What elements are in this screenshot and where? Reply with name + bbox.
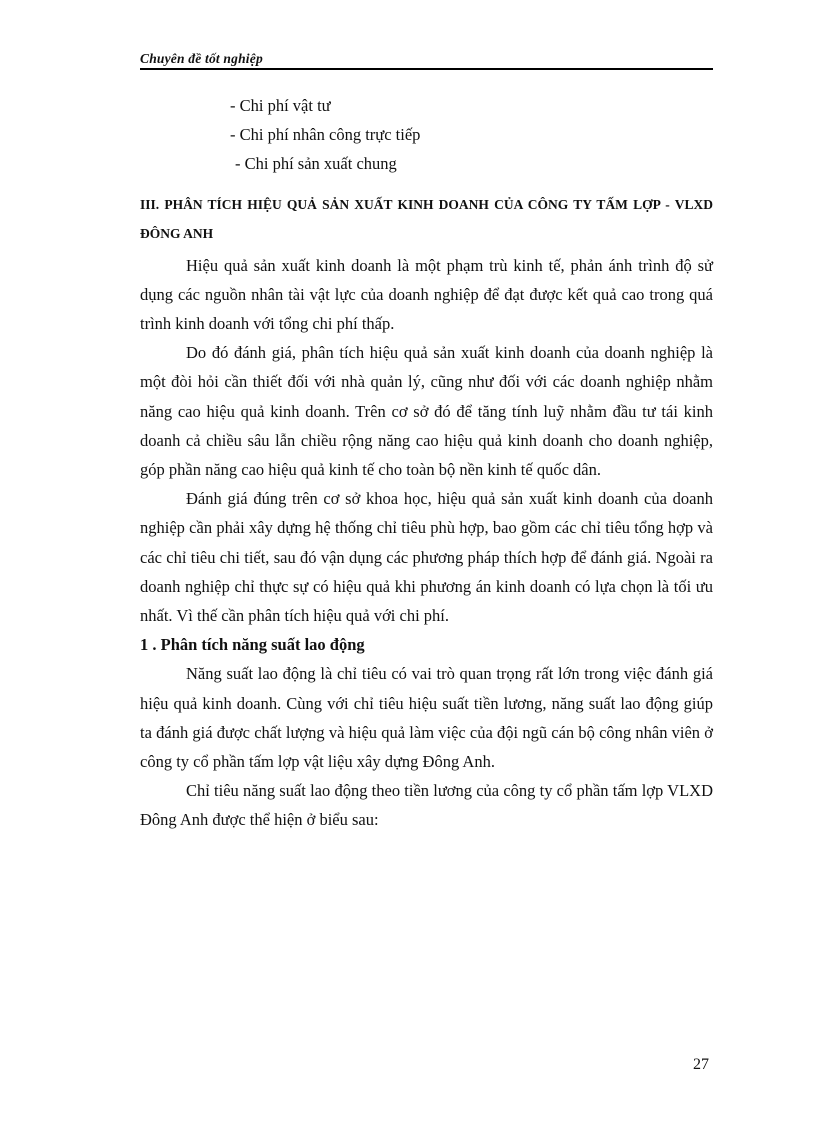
running-header-title: Chuyên đề tốt nghiệp bbox=[140, 51, 263, 66]
list-item: - Chi phí sản xuất chung bbox=[235, 154, 397, 174]
list-item: - Chi phí nhân công trực tiếp bbox=[230, 125, 421, 145]
page-content bbox=[140, 91, 713, 835]
list-item: - Chi phí vật tư bbox=[230, 96, 331, 115]
page-number: 27 bbox=[693, 1056, 709, 1073]
paragraph: Hiệu quả sản xuất kinh doanh là một phạm trù kinh tế, phản ánh trình độ sử dụng các nguồn nhân tài vật lực của doanh nghiệp để đạt được kết quả cao trong quá trình kinh doanh với tổng chi phí thấp. bbox=[140, 255, 713, 334]
header-rule bbox=[140, 68, 713, 70]
paragraph: Năng suất lao động là chỉ tiêu có vai trò quan trọng rất lớn trong việc đánh giá hiệu quả kinh doanh. Cùng với chỉ tiêu hiệu suất tiền lương, năng suất lao động giúp ta đánh giá được chất lượng và hiệu quả làm việc của đội ngũ cán bộ công nhân viên ở công ty cổ phần tấm lợp vật liệu xây dựng Đông Anh. bbox=[140, 664, 713, 772]
section-heading: III. PHÂN TÍCH HIỆU QUẢ SẢN XUẤT KINH DOANH CỦA CÔNG TY TẤM LỢP - VLXD ĐÔNG ANH bbox=[140, 196, 713, 242]
paragraph: Do đó đánh giá, phân tích hiệu quả sản xuất kinh doanh của doanh nghiệp là một đòi hỏi cần thiết đối với nhà quản lý, cũng như đối với các doanh nghiệp nhằm năng cao hiệu quả kinh doanh. Trên cơ sở đó để tăng tính luỹ nhằm đầu tư tái kinh doanh cả chiều sâu lẫn chiều rộng năng cao hiệu quả kinh doanh cho doanh nghiệp, góp phần năng cao hiệu quả kinh tế cho toàn bộ nền kinh tế quốc dân. bbox=[140, 343, 713, 480]
paragraph: Chỉ tiêu năng suất lao động theo tiền lương của công ty cổ phần tấm lợp VLXD Đông Anh được thể hiện ở biểu sau: bbox=[140, 781, 713, 830]
subsection-heading: 1 . Phân tích năng suất lao động bbox=[140, 635, 365, 655]
paragraph: Đánh giá đúng trên cơ sở khoa học, hiệu quả sản xuất kinh doanh của doanh nghiệp cần phải xây dựng hệ thống chỉ tiêu phù hợp, bao gồm các chỉ tiêu tổng hợp và các chỉ tiêu chi tiết, sau đó vận dụng các phương pháp thích hợp để đánh giá. Ngoài ra doanh nghiệp chỉ thực sự có hiệu quả khi phương án kinh doanh có lựa chọn là tối ưu nhất. Vì thế cần phân tích hiệu quả với chi phí. bbox=[140, 489, 713, 626]
